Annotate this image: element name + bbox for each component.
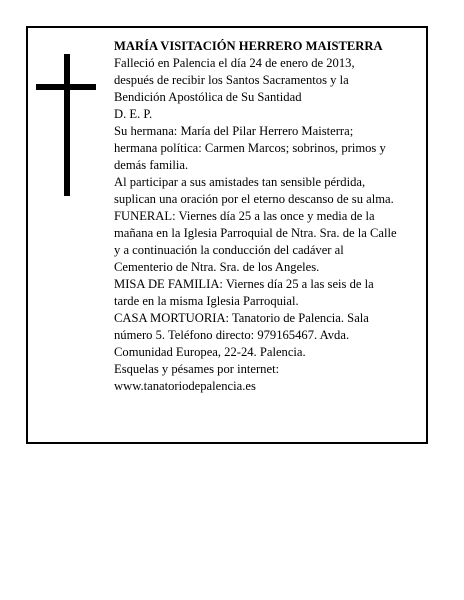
- funeral-home-line: CASA MORTUORIA: Tanatorio de Palencia. Sala: [114, 311, 369, 325]
- text-line: Comunidad Europea, 22-24. Palencia.: [114, 345, 306, 359]
- text-line: después de recibir los Santos Sacramentos y la: [114, 73, 349, 87]
- funeral-line: FUNERAL: Viernes día 25 a las once y media de la: [114, 209, 375, 223]
- obituary-text: [114, 38, 426, 395]
- text-line: demás familia.: [114, 158, 189, 172]
- cross-horizontal-bar: [36, 84, 96, 90]
- text-line: tarde en la misma Iglesia Parroquial.: [114, 294, 299, 308]
- text-line: Su hermana: María del Pilar Herrero Maisterra;: [114, 124, 354, 138]
- text-line: Bendición Apostólica de Su Santidad: [114, 90, 302, 104]
- text-line: número 5. Teléfono directo: 979165467. Avda.: [114, 328, 350, 342]
- text-line: hermana política: Carmen Marcos; sobrinos, primos y: [114, 141, 386, 155]
- text-line: mañana en la Iglesia Parroquial de Ntra. Sra. de la Calle: [114, 226, 397, 240]
- text-line: Esquelas y pésames por internet:: [114, 362, 280, 376]
- text-line: y a continuación la conducción del cadáver al: [114, 243, 344, 257]
- deceased-name: MARÍA VISITACIÓN HERRERO MAISTERRA: [114, 39, 383, 53]
- cross-icon: [36, 54, 96, 196]
- text-line: Cementerio de Ntra. Sra. de los Angeles.: [114, 260, 320, 274]
- cross-vertical-bar: [64, 54, 70, 196]
- website-line: www.tanatoriodepalencia.es: [114, 379, 256, 393]
- text-line: Falleció en Palencia el día 24 de enero de 2013,: [114, 56, 355, 70]
- family-mass-line: MISA DE FAMILIA: Viernes día 25 a las seis de la: [114, 277, 374, 291]
- rip-line: D. E. P.: [114, 107, 153, 121]
- text-line: Al participar a sus amistades tan sensible pérdida,: [114, 175, 366, 189]
- text-line: suplican una oración por el eterno descanso de su alma.: [114, 192, 394, 206]
